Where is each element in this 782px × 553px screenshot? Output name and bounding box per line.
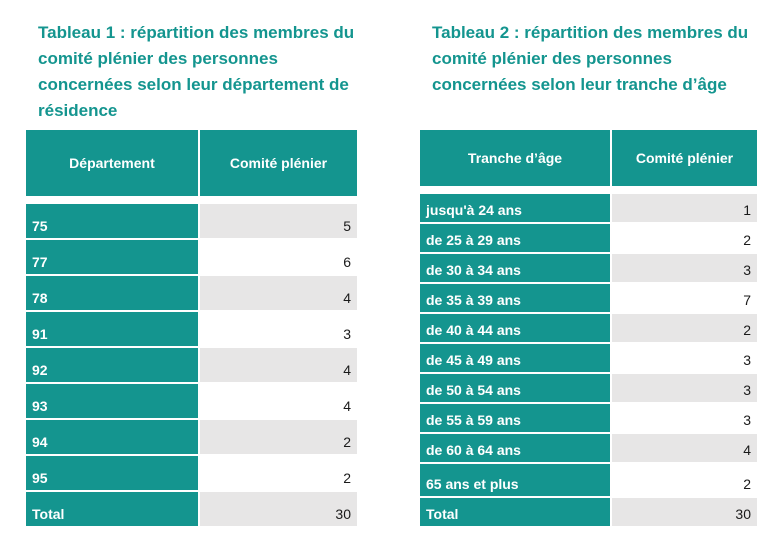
row-label: 94	[26, 418, 198, 454]
table-row	[26, 310, 357, 346]
table-row	[26, 202, 357, 238]
table1-header-row	[26, 130, 357, 196]
row-value: 3	[612, 402, 757, 432]
row-label: 91	[26, 310, 198, 346]
row-value: 7	[612, 282, 757, 312]
row-value: 4	[200, 346, 357, 382]
row-label: de 45 à 49 ans	[420, 342, 610, 372]
total-value: 30	[200, 490, 357, 526]
row-label: 78	[26, 274, 198, 310]
row-label: de 40 à 44 ans	[420, 312, 610, 342]
table-row	[26, 346, 357, 382]
row-label: jusqu'à 24 ans	[420, 192, 610, 222]
table-row	[420, 402, 757, 432]
row-value: 2	[200, 454, 357, 490]
table-row	[26, 274, 357, 310]
table-row	[420, 192, 757, 222]
table1-header-comite: Comité plénier	[200, 130, 357, 196]
row-label: 75	[26, 202, 198, 238]
row-value: 2	[200, 418, 357, 454]
row-value: 3	[612, 372, 757, 402]
table2-header-row	[420, 130, 757, 186]
table-row	[420, 282, 757, 312]
row-label: 65 ans et plus	[420, 462, 610, 496]
row-value: 2	[612, 462, 757, 496]
table-total-row	[26, 490, 357, 526]
table-row	[420, 222, 757, 252]
table1-header-departement: Département	[26, 130, 198, 196]
row-label: 77	[26, 238, 198, 274]
table-row	[420, 342, 757, 372]
total-label: Total	[26, 490, 198, 526]
table-row	[26, 382, 357, 418]
table1	[26, 130, 357, 526]
row-label: 92	[26, 346, 198, 382]
row-label: de 35 à 39 ans	[420, 282, 610, 312]
table2-header-tranche: Tranche d’âge	[420, 130, 610, 186]
row-value: 2	[612, 312, 757, 342]
row-label: 95	[26, 454, 198, 490]
table-row	[26, 418, 357, 454]
table-row	[420, 462, 757, 496]
row-label: de 30 à 34 ans	[420, 252, 610, 282]
table-row	[420, 252, 757, 282]
table-row	[420, 432, 757, 462]
table-row	[420, 312, 757, 342]
row-label: de 25 à 29 ans	[420, 222, 610, 252]
row-value: 6	[200, 238, 357, 274]
table-row	[26, 238, 357, 274]
table1-title: Tableau 1 : répartition des membres du comité plénier des personnes concernées selon leur département de résidence	[38, 23, 355, 120]
total-label: Total	[420, 496, 610, 526]
row-value: 3	[200, 310, 357, 346]
table-row	[26, 454, 357, 490]
row-value: 5	[200, 202, 357, 238]
row-label: de 55 à 59 ans	[420, 402, 610, 432]
table-total-row	[420, 496, 757, 526]
row-value: 3	[612, 252, 757, 282]
row-label: de 60 à 64 ans	[420, 432, 610, 462]
row-value: 2	[612, 222, 757, 252]
table-row	[420, 372, 757, 402]
row-value: 4	[200, 382, 357, 418]
row-value: 1	[612, 192, 757, 222]
row-value: 3	[612, 342, 757, 372]
row-value: 4	[200, 274, 357, 310]
table2	[420, 130, 757, 526]
row-label: de 50 à 54 ans	[420, 372, 610, 402]
table2-header-comite: Comité plénier	[612, 130, 757, 186]
row-value: 4	[612, 432, 757, 462]
table2-title: Tableau 2 : répartition des membres du comité plénier des personnes concernées selon leur tranche d’âge	[432, 23, 749, 94]
row-label: 93	[26, 382, 198, 418]
total-value: 30	[612, 496, 757, 526]
